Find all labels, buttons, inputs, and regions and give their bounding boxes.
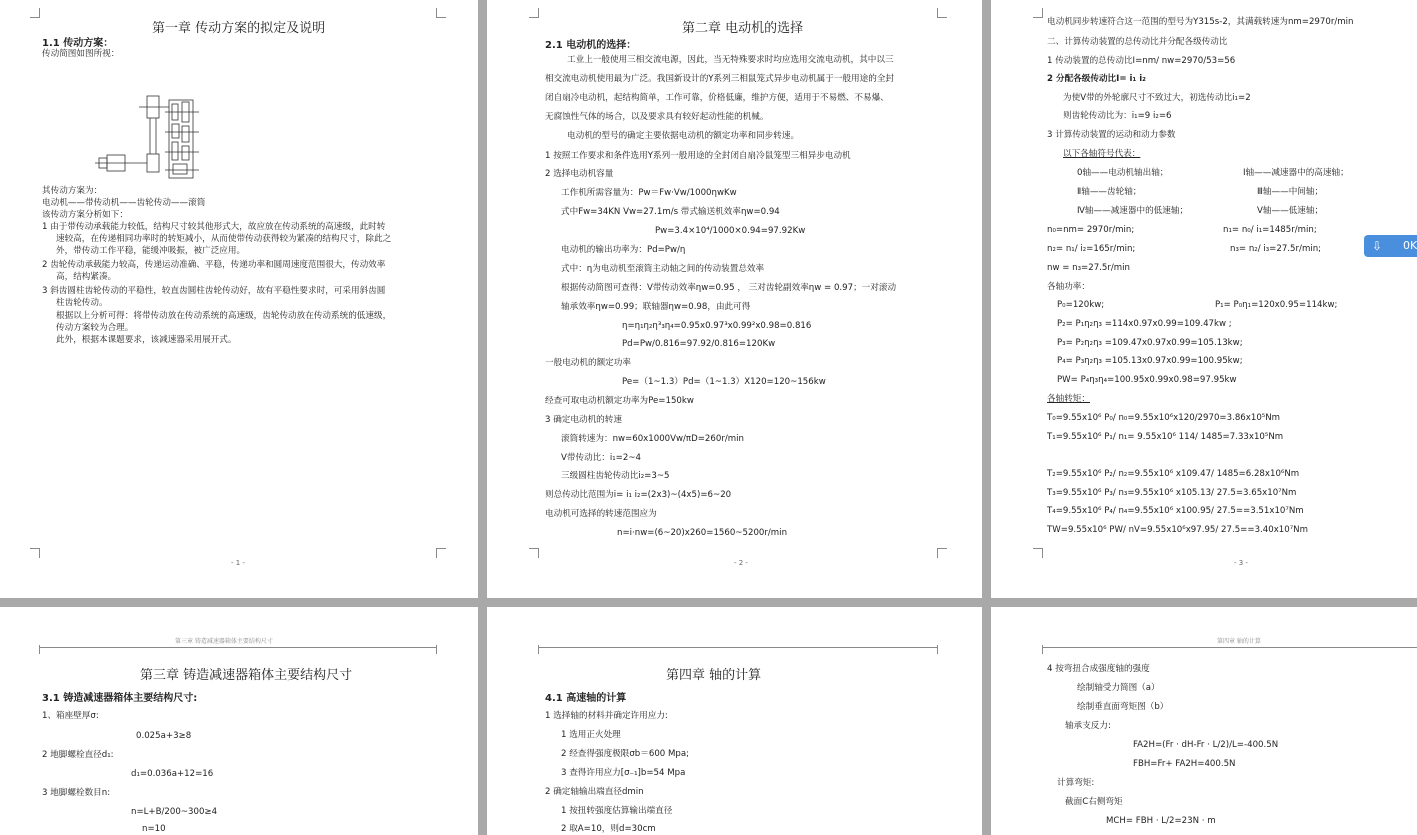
paragraph-line: 轴承效率ηw=0.99；联轴器ηw=0.98，由此可得 [561,302,751,312]
running-header: 第三章 铸造减速器箱体主要结构尺寸 [175,638,273,645]
paragraph-line: 电动机同步转速符合这一范围的型号为Y315s-2，其满载转速为nm=2970r/min [1047,17,1354,27]
paragraph-line: 外，带传动工作平稳，能缓冲吸振，被广泛应用。 [56,246,246,256]
paragraph-line: 无腐蚀性气体的场合，以及要求具有较好起动性能的机械。 [545,112,769,122]
formula-line: n₀=nm= 2970r/min; [1047,225,1135,235]
chapter-title: 第三章 铸造减速器箱体主要结构尺寸 [140,668,353,683]
chapter-title: 第四章 轴的计算 [666,668,762,683]
formula-line: d₁=0.036a+12=16 [131,769,214,779]
paragraph-line: 此外，根据本课题要求，该减速器采用展开式。 [56,335,237,345]
chapter-title: 第一章 传动方案的拟定及说明 [152,21,326,36]
list-item: 3 地脚螺栓数目n: [42,788,111,798]
paragraph-line: 式中Fw=34KN Vw=27.1m/s 带式输送机效率ηw=0.94 [561,207,780,217]
paragraph-line: 相交流电动机使用最为广泛。我国新设计的Y系列三相鼠笼式异步电动机属于一般用途的全封 [545,74,895,84]
formula-line: P₂= P₁η₂η₃ =114x0.97x0.99=109.47kw ; [1057,319,1232,329]
paragraph-line: 则总传动比范围为i= i₁ i₂=(2x3)~(4x5)=6~20 [545,490,732,500]
paragraph-line: 闭自扇冷电动机，起结构简单，工作可靠，价格低廉，维护方便，适用于不易燃、不易爆、 [545,93,889,103]
list-item: 2 经查得强度极限σb＝600 Mpa; [561,749,690,759]
list-item: 2 选择电动机容量 [545,169,614,179]
formula-line: P₁= P₀η₁=120x0.95=114kw; [1215,300,1338,310]
paragraph-line: 传动简图如图所视： [42,49,120,59]
paragraph-line: 0轴——电动机轴出轴； [1077,168,1169,178]
paragraph-line: 一般电动机的额定功率 [545,358,631,368]
paragraph-line: 电动机的型号的确定主要依据电动机的额定功率和同步转速。 [567,131,800,141]
formula-line: Pe=（1~1.3）Pd=（1~1.3）X120=120~156kw [622,377,826,387]
list-item: 2 取A=10，则d=30cm [561,824,656,834]
page-number: - 3 - [1234,559,1248,567]
chapter-title: 第二章 电动机的选择 [682,21,804,36]
formula-line: P₄= P₃η₂η₃ =105.13x0.97x0.99=100.95kw; [1057,356,1243,366]
formula-line: n=i·nw=(6~20)x260=1560~5200r/min [617,528,788,538]
document-page-2 [487,0,982,598]
formula-line: P₀=120kw; [1057,300,1105,310]
document-page-4 [0,607,478,835]
section-heading: 2.1 电动机的选择： [545,40,637,51]
formula-line: n₂= n₁/ i₂=165r/min; [1047,244,1136,254]
formula-line: T₀=9.55x10⁶ P₀/ n₀=9.55x10⁶x120/2970=3.86x10⁵Nm [1047,413,1281,423]
formula-line: Pd=Pw/0.816=97.92/0.816=120Kw [622,339,776,349]
section-heading: 4.1 高速轴的计算 [545,693,627,704]
paragraph-line: 则齿轮传动比为：i₁=9 i₂=6 [1063,111,1172,121]
paragraph-line: 该传动方案分析如下： [42,210,128,220]
document-page-5 [487,607,982,835]
list-item: 1 选用正火处理 [561,730,621,740]
list-item: 3 斜齿圆柱齿轮传动的平稳性，较直齿圆柱齿轮传动好，故有平稳性要求时，可采用斜齿圆 [42,286,386,296]
paragraph-line: 滚筒转速为：nw=60x1000Vw/πD=260r/min [561,434,744,444]
paragraph-line: 其传动方案为： [42,186,103,196]
paragraph-line: 根据以上分析可得：将带传动放在传动系统的高速级，齿轮传动放在传动系统的低速级， [56,311,392,321]
paragraph-line: Ⅴ轴——低速轴； [1257,206,1324,216]
paragraph-line: 轴承支反力: [1065,721,1111,731]
paragraph-line: 工业上一般使用三相交流电源，因此，当无特殊要求时均应选用交流电动机，其中以三 [567,55,894,65]
paragraph-line: 电动机——带传动机——齿轮传动——滚筒 [42,198,206,208]
paragraph-line: 速较高，在传递相同功率时的转矩减小，从而使带传动获得较为紧凑的结构尺寸，除此之 [56,234,392,244]
notification-label: 0K [1403,239,1417,252]
list-item: 2 确定轴输出端直径dmin [545,787,644,797]
formula-line: η=η₁η₂η³₃η₄=0.95x0.97³x0.99²x0.98=0.816 [622,321,812,331]
list-item: 1 选择轴的材料并确定许用应力: [545,711,668,721]
paragraph-line: 三级圆柱齿轮传动比i₂=3~5 [561,471,670,481]
formula-line: T₄=9.55x10⁶ P₄/ n₄=9.55x10⁶ x100.95/ 27.5==3.51x10⁷Nm [1047,506,1304,516]
paragraph-line: 二、计算传动装置的总传动比并分配各级传动比 [1047,37,1228,47]
formula-line: nw = n₃=27.5r/min [1047,263,1131,273]
paragraph-line: 以下各轴符号代表： [1063,149,1141,159]
paragraph-line: 经查可取电动机额定功率为Pe=150kw [545,396,694,406]
paragraph-line: Ⅳ轴——减速器中的低速轴； [1077,206,1189,216]
list-item: 2 分配各级传动比I= i₁ i₂ [1047,74,1146,84]
formula-line: Pw=3.4×10⁴/1000×0.94=97.92Kw [655,226,806,236]
section-heading: 3.1 铸造减速器箱体主要结构尺寸: [42,693,198,704]
section-heading: 1.1 传动方案： [42,38,114,49]
paragraph-line: 计算弯矩: [1057,778,1095,788]
formula-line: FBH=Fr+ FA2H=400.5N [1133,759,1236,769]
document-page-6 [991,607,1417,835]
list-item: 3 确定电动机的转速 [545,415,622,425]
formula-line: n₁= n₀/ i₁=1485r/min; [1223,225,1317,235]
paragraph-line: 绘制轴受力简图（a） [1077,683,1160,693]
list-item: 1 按扭转强度估算输出端直径 [561,806,673,816]
formula-line: PW= P₄η₃η₄=100.95x0.99x0.98=97.95kw [1057,375,1237,385]
formula-line: MCH= FBH · L/2=23N · m [1106,816,1216,826]
formula-line: T₂=9.55x10⁶ P₂/ n₂=9.55x10⁶ x109.47/ 1485=6.28x10⁶Nm [1047,469,1300,479]
transmission-diagram [95,92,205,182]
formula-line: TW=9.55x10⁶ PW/ nV=9.55x10⁶x97.95/ 27.5==3.40x10⁷Nm [1047,525,1308,535]
list-item: 4 按弯扭合成强度轴的强度 [1047,664,1150,674]
paragraph-line: Ⅱ轴——齿轮轴； [1077,187,1142,197]
list-item: 1 传动装置的总传动比I=nm/ nw=2970/53=56 [1047,56,1236,66]
paragraph-line: Ⅲ轴——中间轴； [1257,187,1324,197]
paragraph-line: 各轴转矩： [1047,394,1090,404]
paragraph-line: 传动方案较为合理。 [56,323,134,333]
paragraph-line: 为使V带的外轮廓尺寸不致过大，初选传动比i₁=2 [1063,93,1251,103]
formula-line: T₁=9.55x10⁶ P₁/ n₁= 9.55x10⁶ 114/ 1485=7.33x10⁵Nm [1047,432,1284,442]
document-page-3 [991,0,1417,598]
formula-line: T₃=9.55x10⁶ P₃/ n₃=9.55x10⁶ x105.13/ 27.5=3.65x10⁷Nm [1047,488,1297,498]
page-number: - 1 - [231,559,245,567]
paragraph-line: 式中：η为电动机至滚筒主动轴之间的传动装置总效率 [561,264,765,274]
running-header: 第四章 轴的计算 [1217,638,1261,645]
paragraph-line: Ⅰ轴——减速器中的高速轴； [1243,168,1349,178]
formula-line: 0.025a+3≥8 [136,731,192,741]
formula-line: n=10 [142,824,166,834]
formula-line: FA2H=(Fr · dH-Fr · L/2)/L=-400.5N [1133,740,1279,750]
paragraph-line: V带传动比：i₁=2~4 [561,453,642,463]
list-item: 2 齿轮传动承载能力较高，传递运动准确、平稳，传递功率和圆周速度范围很大，传动效率 [42,260,386,270]
list-item: 1、箱座壁厚σ: [42,711,99,721]
list-item: 1 按照工作要求和条件选用Y系列一般用途的全封闭自扇冷鼠笼型三相异步电动机 [545,151,851,161]
notification-button[interactable] [1364,235,1417,257]
list-item: 3 计算传动装置的运动和动力参数 [1047,130,1176,140]
paragraph-line: 截面C右侧弯矩 [1065,797,1123,807]
list-item: 1 由于带传动承载能力较低，结构尺寸较其他形式大，故应放在传动系统的高速级，此时转 [42,222,386,232]
page-number: - 2 - [734,559,748,567]
paragraph-line: 电动机可选择的转速范围应为 [545,509,657,519]
formula-line: n=L+B/200~300≥4 [131,807,218,817]
paragraph-line: 各轴功率： [1047,282,1090,292]
download-arrow-icon: ⇩ [1372,239,1383,253]
formula-line: n₃= n₂/ i₃=27.5r/min; [1230,244,1322,254]
paragraph-line: 柱齿轮传动。 [56,298,108,308]
formula-line: P₃= P₂η₂η₃ =109.47x0.97x0.99=105.13kw; [1057,338,1243,348]
paragraph-line: 根据传动简图可查得：V带传动效率ηw=0.95 ， 三对齿轮副效率ηw = 0.97；一对滚动 [561,283,897,293]
list-item: 2 地脚螺栓直径d₁: [42,750,114,760]
paragraph-line: 绘制垂直面弯矩图（b） [1077,702,1169,712]
list-item: 3 查得许用应力[σ₋₁]b=54 Mpa [561,768,686,778]
document-page-1 [0,0,478,598]
paragraph-line: 电动机的输出功率为：Pd=Pw/η [561,245,686,255]
paragraph-line: 高，结构紧凑。 [56,272,117,282]
paragraph-line: 工作机所需容量为：Pw＝Fw·Vw/1000ηwKw [561,188,737,198]
